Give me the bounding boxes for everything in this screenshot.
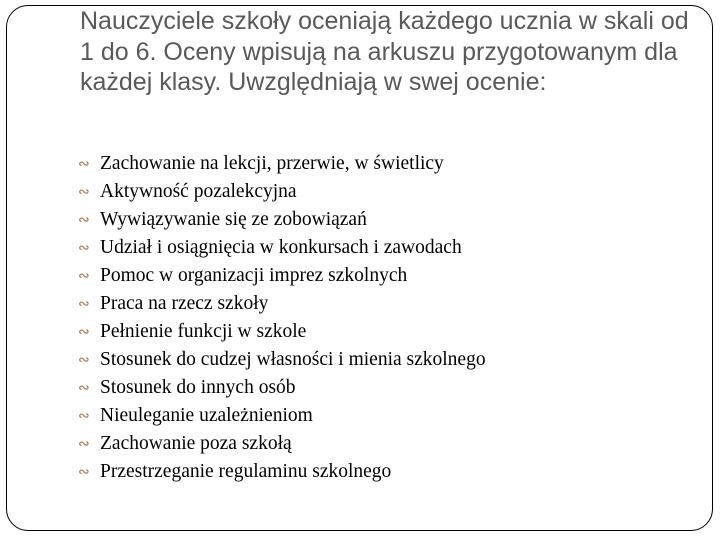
list-item-text: Zachowanie na lekcji, przerwie, w świetlicy <box>100 153 444 174</box>
curl-bullet-icon: ∾ <box>78 381 90 396</box>
list-item-text: Udział i osiągnięcia w konkursach i zawodach <box>100 237 462 258</box>
list-item <box>78 374 486 402</box>
curl-bullet-icon: ∾ <box>78 213 90 228</box>
curl-bullet-icon: ∾ <box>78 353 90 368</box>
list-item-text: Zachowanie poza szkołą <box>100 433 292 454</box>
list-item <box>78 262 486 290</box>
list-item <box>78 458 486 486</box>
slide-title: Nauczyciele szkoły oceniają każdego ucznia w skali od 1 do 6. Oceny wpisują na arkuszu przygotowanym dla każdej klasy. Uwzględniają w swej ocenie: <box>80 7 689 96</box>
curl-bullet-icon: ∾ <box>78 325 90 340</box>
list-item <box>78 178 486 206</box>
list-item-text: Nieuleganie uzależnieniom <box>100 405 313 426</box>
curl-bullet-icon: ∾ <box>78 241 90 256</box>
list-item-text: Pełnienie funkcji w szkole <box>100 321 307 342</box>
list-item <box>78 150 486 178</box>
list-item-text: Stosunek do cudzej własności i mienia szkolnego <box>100 349 486 370</box>
list-item-text: Wywiązywanie się ze zobowiązań <box>100 209 367 230</box>
list-item <box>78 346 486 374</box>
list-item-text: Pomoc w organizacji imprez szkolnych <box>100 265 408 286</box>
list-item <box>78 234 486 262</box>
bullet-list <box>78 150 486 486</box>
list-item-text: Praca na rzecz szkoły <box>100 293 269 314</box>
list-item <box>78 290 486 318</box>
curl-bullet-icon: ∾ <box>78 185 90 200</box>
curl-bullet-icon: ∾ <box>78 465 90 480</box>
curl-bullet-icon: ∾ <box>78 269 90 284</box>
curl-bullet-icon: ∾ <box>78 437 90 452</box>
list-item <box>78 430 486 458</box>
curl-bullet-icon: ∾ <box>78 409 90 424</box>
list-item <box>78 318 486 346</box>
list-item-text: Aktywność pozalekcyjna <box>100 181 297 202</box>
curl-bullet-icon: ∾ <box>78 297 90 312</box>
curl-bullet-icon: ∾ <box>78 157 90 172</box>
list-item <box>78 402 486 430</box>
list-item-text: Przestrzeganie regulaminu szkolnego <box>100 461 392 482</box>
list-item <box>78 206 486 234</box>
list-item-text: Stosunek do innych osób <box>100 377 296 398</box>
